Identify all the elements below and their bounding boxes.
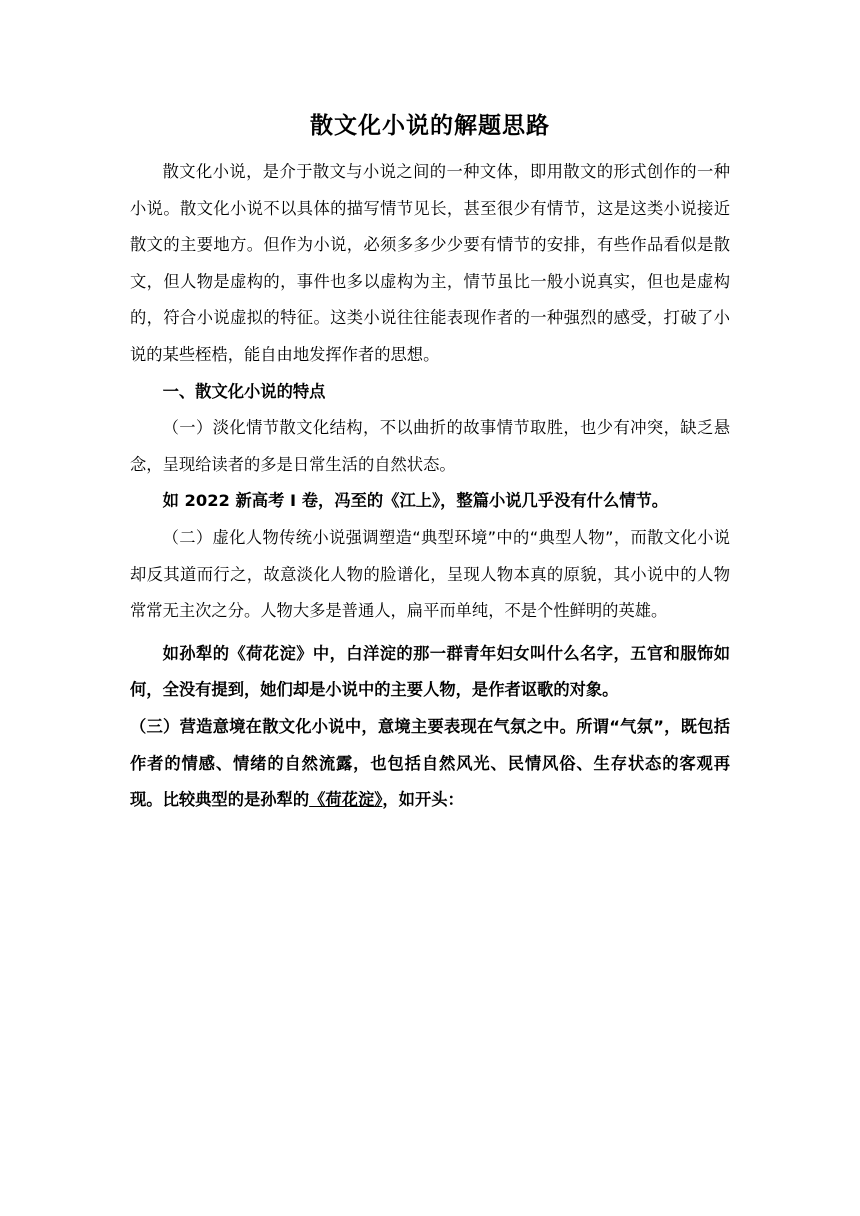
point3-tail: ，如开头： <box>382 790 464 810</box>
example-paragraph: 如 2022 新高考 I 卷，冯至的《江上》，整篇小说几乎没有什么情节。 <box>162 491 669 511</box>
point3-text: （三）营造意境在散文化小说中，意境主要表现在气氛之中。所谓“气氛”，既包括作者的情感、情绪的自然流露，也包括自然风光、民情风俗、生存状态的客观再现。比较典型的是孙犁的 <box>130 716 730 810</box>
document-body <box>130 154 730 819</box>
point-paragraph <box>130 709 730 819</box>
section-heading: 一、散文化小说的特点 <box>162 381 326 401</box>
point-paragraph: （二）虚化人物传统小说强调塑造“典型环境”中的“典型人物”，而散文化小说却反其道而行之，故意淡化人物的脸谱化，呈现人物本真的原貌，其小说中的人物常常无主次之分。人物大多是普通人，扁平而单纯，不是个性鲜明的英雄。 <box>130 527 730 621</box>
intro-paragraph: 散文化小说，是介于散文与小说之间的一种文体，即用散文的形式创作的一种小说。散文化小说不以具体的描写情节见长，甚至很少有情节，这是这类小说接近散文的主要地方。但作为小说，必须多多少少要有情节的安排，有些作品看似是散文，但人物是虚构的，事件也多以虚构为主，情节虽比一般小说真实，但也是虚构的，符合小说虚拟的特征。这类小说往往能表现作者的一种强烈的感受，打破了小说的某些桎梏，能自由地发挥作者的思想。 <box>130 162 730 364</box>
book-title-link: 《荷花淀》 <box>309 790 383 810</box>
example-paragraph: 如孙犁的《荷花淀》中，白洋淀的那一群青年妇女叫什么名字，五官和服饰如何，全没有提到，她们却是小说中的主要人物，是作者讴歌的对象。 <box>130 643 730 700</box>
point-paragraph: （一）淡化情节散文化结构，不以曲折的故事情节取胜，也少有冲突，缺乏悬念，呈现给读者的多是日常生活的自然状态。 <box>130 418 730 474</box>
document-title: 散文化小说的解题思路 <box>310 113 550 139</box>
